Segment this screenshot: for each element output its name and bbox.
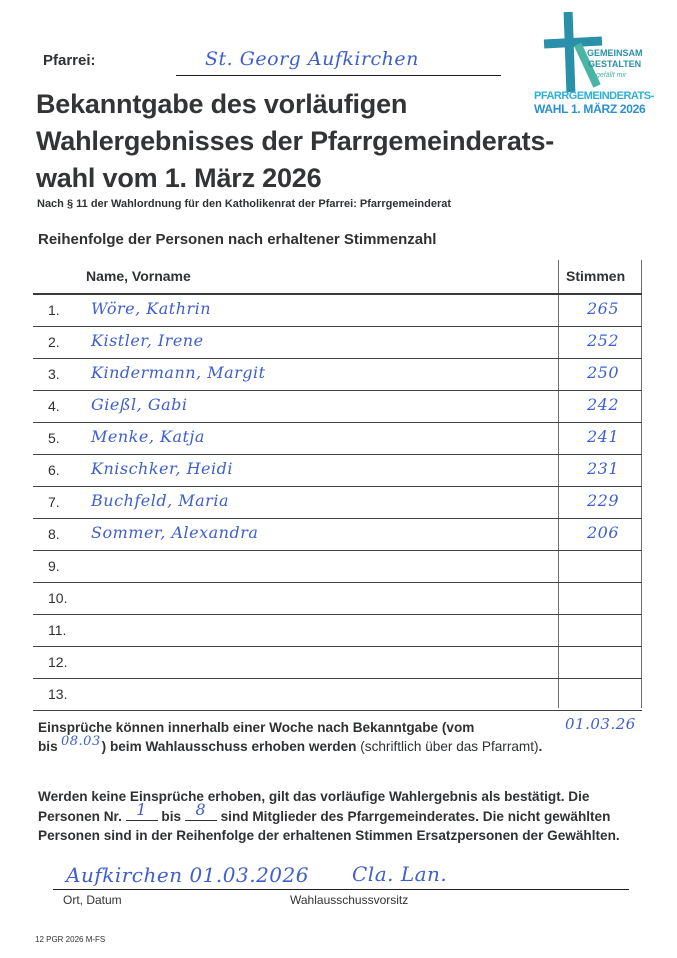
confirmation-text-a: Werden keine Einsprüche erhoben, gilt das vorläufige Wahlergebnis als bestätigt. Die Personen Nr. — [38, 789, 590, 824]
row-number: 13. — [48, 686, 68, 702]
signature-field[interactable]: Cla. Lan. — [352, 862, 448, 886]
member-from-field[interactable] — [126, 800, 158, 821]
row-number: 8. — [48, 526, 60, 542]
title-line-2: Wahlergebnisses der Pfarrgemeinderats- — [36, 126, 555, 156]
row-number: 3. — [48, 366, 60, 382]
objection-text-b: bis — [38, 739, 58, 754]
column-header-votes: Stimmen — [566, 268, 626, 284]
table-row — [33, 519, 642, 551]
candidate-name[interactable]: Kistler, Irene — [91, 331, 204, 350]
member-to-value: 8 — [195, 800, 207, 819]
row-number: 7. — [48, 494, 60, 510]
table-row — [33, 295, 642, 327]
confirmation-text-b: bis — [161, 809, 182, 824]
row-number: 12. — [48, 654, 68, 670]
title-line-3: wahl vom 1. März 2026 — [36, 163, 322, 193]
candidate-votes[interactable]: 206 — [586, 523, 620, 542]
objection-text-e: . — [538, 739, 543, 754]
table-row — [33, 551, 642, 583]
table-row — [33, 583, 642, 615]
table-row — [33, 679, 642, 711]
row-number: 11. — [48, 622, 67, 638]
objection-paragraph — [38, 718, 638, 756]
candidate-name[interactable]: Wöre, Kathrin — [91, 299, 212, 318]
title-line-1: Bekanntgabe des vorläufigen — [36, 89, 408, 119]
table-row — [33, 647, 642, 679]
pfarrei-label: Pfarrei: — [43, 52, 96, 69]
candidate-name[interactable]: Gießl, Gabi — [91, 395, 188, 414]
row-number: 10. — [48, 590, 68, 606]
ort-datum-field[interactable]: Aufkirchen 01.03.2026 — [66, 863, 309, 887]
member-to-field[interactable] — [185, 800, 217, 821]
pfarrei-field[interactable]: St. Georg Aufkirchen — [205, 48, 419, 70]
subtitle: Nach § 11 der Wahlordnung für den Katholikenrat der Pfarrei: Pfarrgemeinderat — [37, 198, 452, 210]
table-row — [33, 391, 642, 423]
table-row — [33, 327, 642, 359]
page-title — [36, 86, 554, 197]
logo-text-4: PFARRGEMEINDERATS- — [534, 90, 654, 102]
objection-date-to[interactable]: 08.03 — [61, 734, 101, 749]
form-code: 12 PGR 2026 M-FS — [35, 935, 106, 944]
candidate-votes[interactable]: 265 — [586, 299, 620, 318]
row-number: 4. — [48, 398, 60, 414]
objection-text-c: ) beim Wahlausschuss erhoben werden — [101, 739, 357, 754]
candidate-votes[interactable]: 242 — [586, 395, 620, 414]
section-heading: Reihenfolge der Personen nach erhaltener Stimmenzahl — [38, 231, 437, 248]
table-row — [33, 455, 642, 487]
logo-text-1: GEMEINSAM — [587, 48, 643, 58]
logo-text-5: WAHL 1. MÄRZ 2026 — [534, 102, 646, 116]
table-row — [33, 615, 642, 647]
row-number: 9. — [48, 558, 60, 574]
candidate-name[interactable]: Knischker, Heidi — [91, 459, 233, 478]
candidate-name[interactable]: Kindermann, Margit — [91, 363, 266, 382]
ort-datum-label: Ort, Datum — [63, 893, 122, 907]
logo-text-3: gefällt mir — [596, 72, 627, 79]
candidate-votes[interactable]: 241 — [586, 427, 620, 446]
member-from-value: 1 — [136, 800, 147, 819]
row-number: 6. — [48, 462, 60, 478]
pfarrei-underline — [176, 75, 501, 76]
candidate-votes[interactable]: 229 — [586, 491, 620, 510]
candidate-name[interactable]: Buchfeld, Maria — [91, 491, 229, 510]
objection-text-a: Einsprüche können innerhalb einer Woche nach Bekanntgabe (vom — [38, 720, 475, 735]
row-number: 1. — [48, 302, 60, 318]
signature-line — [53, 889, 629, 890]
cross-icon — [564, 12, 576, 92]
cross-bar — [544, 36, 602, 48]
candidate-votes[interactable]: 250 — [586, 363, 620, 382]
candidate-votes[interactable]: 252 — [586, 331, 620, 350]
candidate-name[interactable]: Sommer, Alexandra — [91, 523, 259, 542]
objection-text-d: (schriftlich über das Pfarramt) — [360, 739, 539, 754]
row-number: 2. — [48, 334, 60, 350]
column-header-name: Name, Vorname — [86, 268, 191, 284]
row-number: 5. — [48, 430, 60, 446]
logo-text-2: GESTALTEN — [588, 59, 642, 69]
candidate-name[interactable]: Menke, Katja — [91, 427, 205, 446]
election-logo — [522, 8, 652, 118]
candidate-votes[interactable]: 231 — [586, 459, 620, 478]
table-row — [33, 423, 642, 455]
table-row — [33, 487, 642, 519]
confirmation-paragraph — [38, 787, 648, 845]
vorsitz-label: Wahlausschussvorsitz — [290, 893, 409, 907]
objection-date-from[interactable]: 01.03.26 — [565, 715, 636, 733]
table-row — [33, 359, 642, 391]
confirmation-text-c: sind Mitglieder des Pfarrgemeinderates. Die nicht gewählten Personen sind in der Reihenfolge der erhaltenen Stimmen Ersatzpersonen der Gewählten. — [38, 809, 620, 843]
